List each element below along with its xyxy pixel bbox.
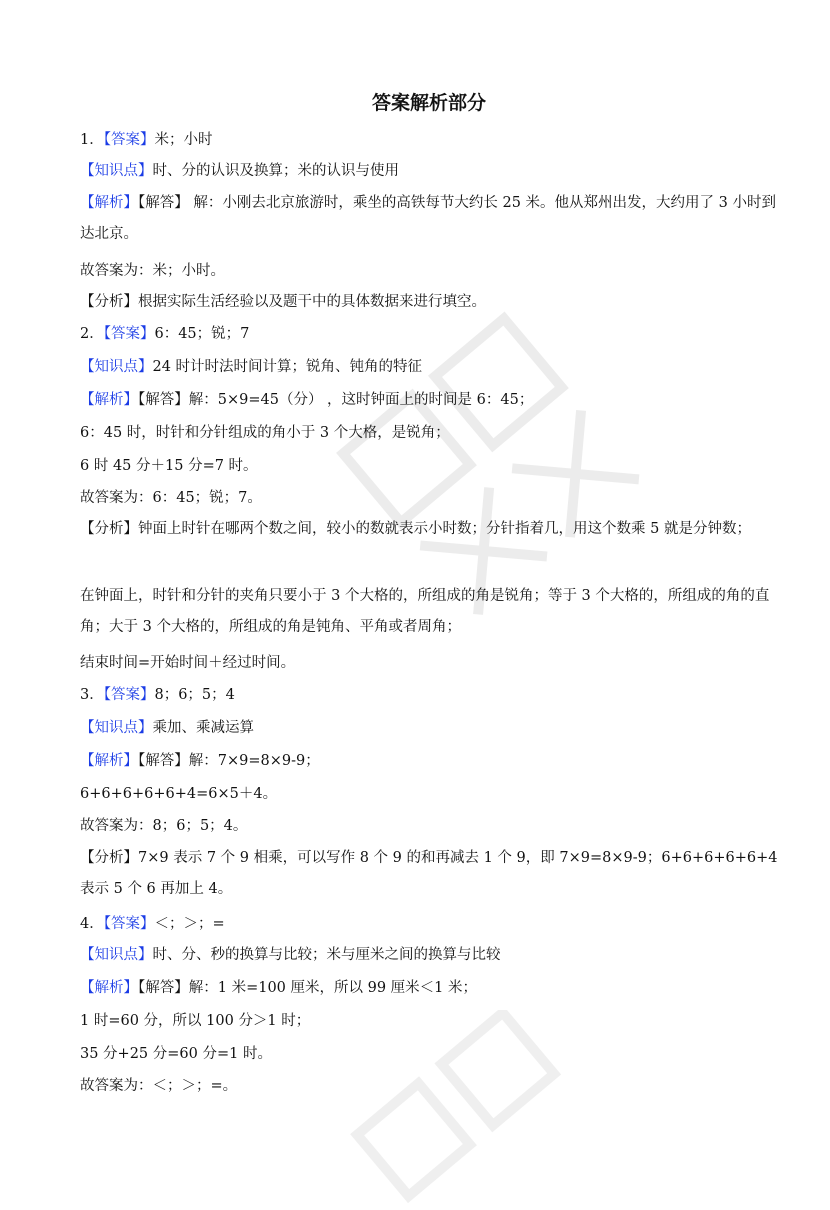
- analysis-tag: 【解析】: [80, 195, 138, 211]
- q4-explanation-line: [80, 977, 780, 999]
- watermark-logo: [330, 1010, 630, 1210]
- solution-tag: 【解答】: [138, 195, 189, 211]
- knowledge-text: 24 时计时法时间计算；锐角、钝角的特征: [152, 359, 423, 375]
- knowledge-tag: 【知识点】: [80, 163, 153, 179]
- question-number: 3．: [80, 687, 104, 703]
- knowledge-tag: 【知识点】: [80, 720, 153, 736]
- q2-analysis-line: [80, 514, 780, 545]
- q3-knowledge-line: [80, 717, 780, 739]
- knowledge-tag: 【知识点】: [80, 947, 153, 963]
- solution-tag: 【解答】: [138, 753, 189, 769]
- analysis-text: 根据实际生活经验以及题干中的具体数据来进行填空。: [138, 294, 486, 310]
- analysis-label: 【分析】: [80, 850, 138, 866]
- q4-conclusion: 故答案为：＜；＞；=。: [80, 1078, 238, 1094]
- answer-tag: 【答案】: [103, 326, 155, 342]
- question-number: 1．: [80, 132, 104, 148]
- analysis-tag: 【解析】: [80, 753, 138, 769]
- solution-text: 解：小刚去北京旅游时，乘坐的高铁每节大约长 25 米。他从郑州出发，大约用了 3 小时到达北京。: [80, 195, 776, 242]
- q1-knowledge-line: [80, 160, 780, 182]
- solution-tag: 【解答】: [138, 392, 189, 408]
- q3-conclusion: 故答案为：8；6；5；4。: [80, 818, 248, 834]
- q4-solution-line-2: 1 时=60 分，所以 100 分＞1 时；: [80, 1013, 311, 1029]
- knowledge-text: 时、分的认识及换算；米的认识与使用: [152, 163, 399, 179]
- q1-answer-line: [80, 129, 780, 151]
- knowledge-text: 乘加、乘减运算: [152, 720, 254, 736]
- answer-tag: 【答案】: [103, 132, 155, 148]
- knowledge-tag: 【知识点】: [80, 359, 153, 375]
- answer-text: 8；6；5；4: [154, 687, 235, 703]
- q2-conclusion: 故答案为：6：45；锐；7。: [80, 490, 262, 506]
- answer-tag: 【答案】: [103, 687, 155, 703]
- q3-analysis-line: [80, 843, 780, 905]
- q3-explanation-line: [80, 750, 780, 772]
- q3-answer-line: [80, 684, 780, 706]
- question-number: 4．: [80, 916, 104, 932]
- answer-text: 6：45；锐；7: [154, 326, 250, 342]
- q2-answer-line: [80, 323, 780, 345]
- knowledge-text: 时、分、秒的换算与比较；米与厘米之间的换算与比较: [152, 947, 501, 963]
- analysis-text: 7×9 表示 7 个 9 相乘，可以写作 8 个 9 的和再减去 1 个 9，即 7×9=8×9-9；6+6+6+6+6+4 表示 5 个 6 再加上 4。: [80, 850, 778, 897]
- q4-answer-line: [80, 913, 780, 935]
- analysis-text: 钟面上时针在哪两个数之间，较小的数就表示小时数；分针指着几，用这个数乘 5 就是分钟数；: [138, 521, 751, 537]
- q4-solution-line-3: 35 分+25 分=60 分=1 时。: [80, 1046, 272, 1062]
- q2-analysis-line-2: 在钟面上，时针和分针的夹角只要小于 3 个大格的，所组成的角是锐角；等于 3 个大格的，所组成的角的直角；大于 3 个大格的，所组成的角是钝角、平角或者周角；: [80, 588, 770, 635]
- q3-solution-line-2: 6+6+6+6+6+4=6×5＋4。: [80, 786, 278, 802]
- q2-analysis-line-3: 结束时间=开始时间＋经过时间。: [80, 655, 296, 671]
- q4-knowledge-line: [80, 944, 780, 966]
- question-number: 2．: [80, 326, 104, 342]
- answer-tag: 【答案】: [103, 916, 155, 932]
- q1-explanation-line: [80, 188, 780, 250]
- solution-text: 解：5×9=45（分） ，这时钟面上的时间是 6：45；: [188, 392, 534, 408]
- solution-tag: 【解答】: [138, 980, 189, 996]
- analysis-tag: 【解析】: [80, 392, 138, 408]
- q2-explanation-line: [80, 389, 780, 411]
- q2-solution-line-3: 6 时 45 分＋15 分=7 时。: [80, 458, 258, 474]
- solution-text: 解：1 米=100 厘米，所以 99 厘米＜1 米；: [188, 980, 478, 996]
- page-title: 答案解析部分: [371, 92, 486, 114]
- answer-text: 米；小时: [154, 132, 213, 148]
- analysis-tag: 【解析】: [80, 980, 138, 996]
- answer-text: ＜；＞；=: [154, 916, 225, 932]
- analysis-label: 【分析】: [80, 294, 138, 310]
- q1-analysis-line: [80, 291, 780, 313]
- q1-conclusion: 故答案为：米；小时。: [80, 263, 225, 279]
- analysis-label: 【分析】: [80, 521, 138, 537]
- q2-solution-line-2: 6：45 时，时针和分针组成的角小于 3 个大格，是锐角；: [80, 425, 450, 441]
- solution-text: 解：7×9=8×9-9；: [188, 753, 320, 769]
- q2-knowledge-line: [80, 356, 780, 378]
